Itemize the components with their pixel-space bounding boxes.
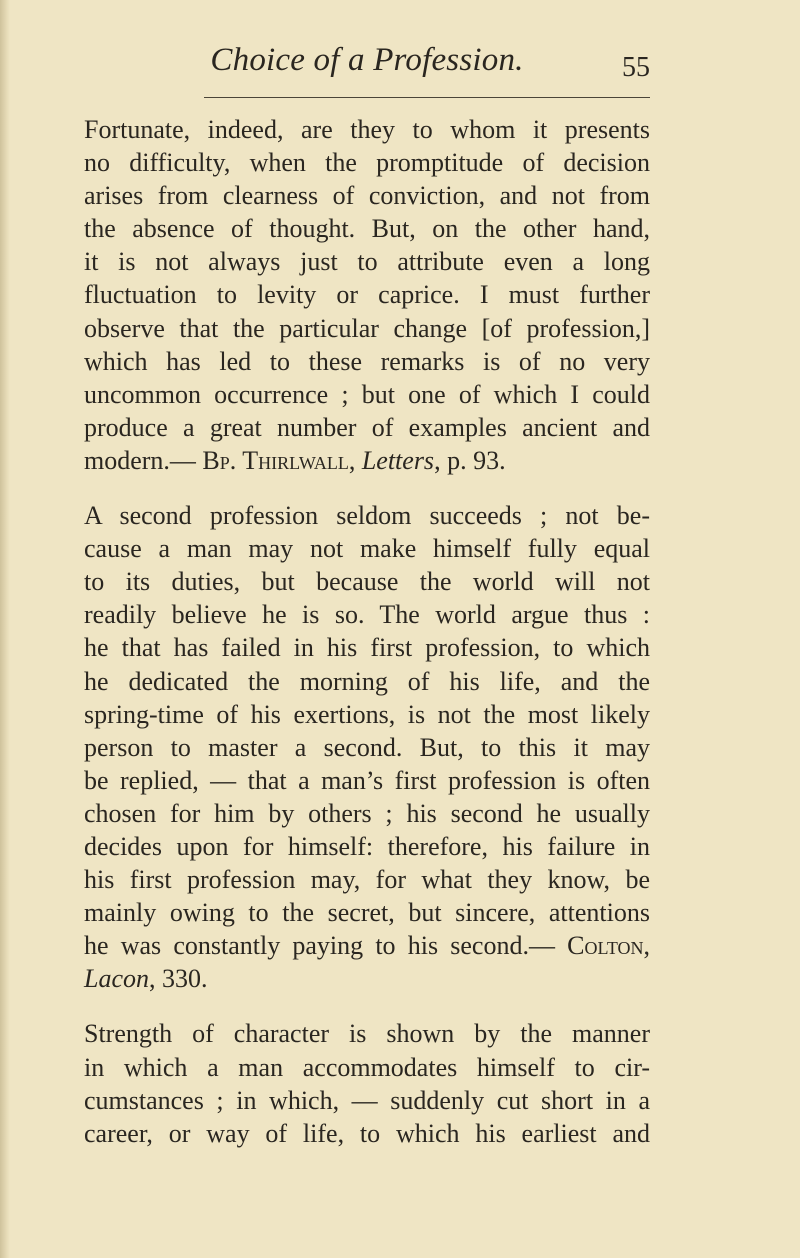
text-line: mainly owing to the secret, but sincere, attentions [84, 898, 650, 928]
text-line: which has led to these remarks is of no very [84, 346, 650, 376]
work-title: Letters [361, 445, 435, 475]
author-name: Bp. Thirlwall, [202, 445, 356, 475]
text-line: arises from clearness of conviction, and not from [84, 181, 650, 211]
text-line: Fortunate, indeed, are they to whom it presents [84, 115, 650, 144]
text-line: decides upon for himself: therefore, his failure in [84, 831, 650, 861]
page-header [84, 40, 650, 88]
quote-paragraph-colton [84, 499, 650, 995]
body-text [84, 113, 650, 1172]
text-line: it is not always just to attribute even a long [84, 247, 650, 277]
text-line: to its duties, but because the world will not [84, 567, 650, 597]
quote-paragraph-thirlwall [84, 113, 650, 477]
text-line: readily believe he is so. The world argue thus : [84, 600, 650, 630]
text-line: uncommon occurrence ; but one of which I could [84, 379, 650, 409]
page-reference: , p. 93. [434, 445, 506, 475]
text-line: person to master a second. But, to this it may [84, 732, 650, 762]
text-line: Strength of character is shown by the manner [84, 1019, 650, 1049]
text-fragment: modern.— [84, 445, 203, 475]
text-line: fluctuation to levity or caprice. I must further [84, 280, 650, 310]
text-line: career, or way of life, to which his earliest and [84, 1118, 650, 1148]
page-edge-shadow [0, 0, 10, 1258]
text-line: observe that the particular change [of profession,] [84, 313, 650, 343]
running-title: Choice of a Profession. [210, 42, 524, 78]
text-line: he dedicated the morning of his life, and the [84, 666, 650, 696]
text-line: produce a great number of examples ancient and [84, 412, 650, 442]
text-line: chosen for him by others ; his second he usually [84, 798, 650, 828]
text-line: be replied, — that a man’s first profession is often [84, 765, 650, 795]
text-line: A second profession seldom succeeds ; not be- [84, 501, 650, 531]
text-line: cause a man may not make himself fully equal [84, 534, 650, 564]
header-rule [204, 97, 650, 98]
quote-paragraph-strength [84, 1017, 650, 1149]
text-line: the absence of thought. But, on the other hand, [84, 214, 650, 244]
text-line: in which a man accommodates himself to cir- [84, 1052, 650, 1082]
text-line: spring-time of his exertions, is not the most likely [84, 699, 650, 729]
attribution-line [84, 444, 650, 477]
work-title: Lacon [84, 964, 149, 994]
text-line: he was constantly paying to his second.— Colton, [84, 931, 650, 961]
text-line: he that has failed in his first profession, to which [84, 633, 650, 663]
text-line: cumstances ; in which, — suddenly cut short in a [84, 1085, 650, 1115]
page-reference: , 330. [149, 964, 208, 994]
text-line: his first profession may, for what they know, be [84, 865, 650, 895]
text-line: no difficulty, when the promptitude of decision [84, 148, 650, 178]
page-number: 55 [622, 52, 650, 83]
attribution-line [84, 962, 650, 995]
